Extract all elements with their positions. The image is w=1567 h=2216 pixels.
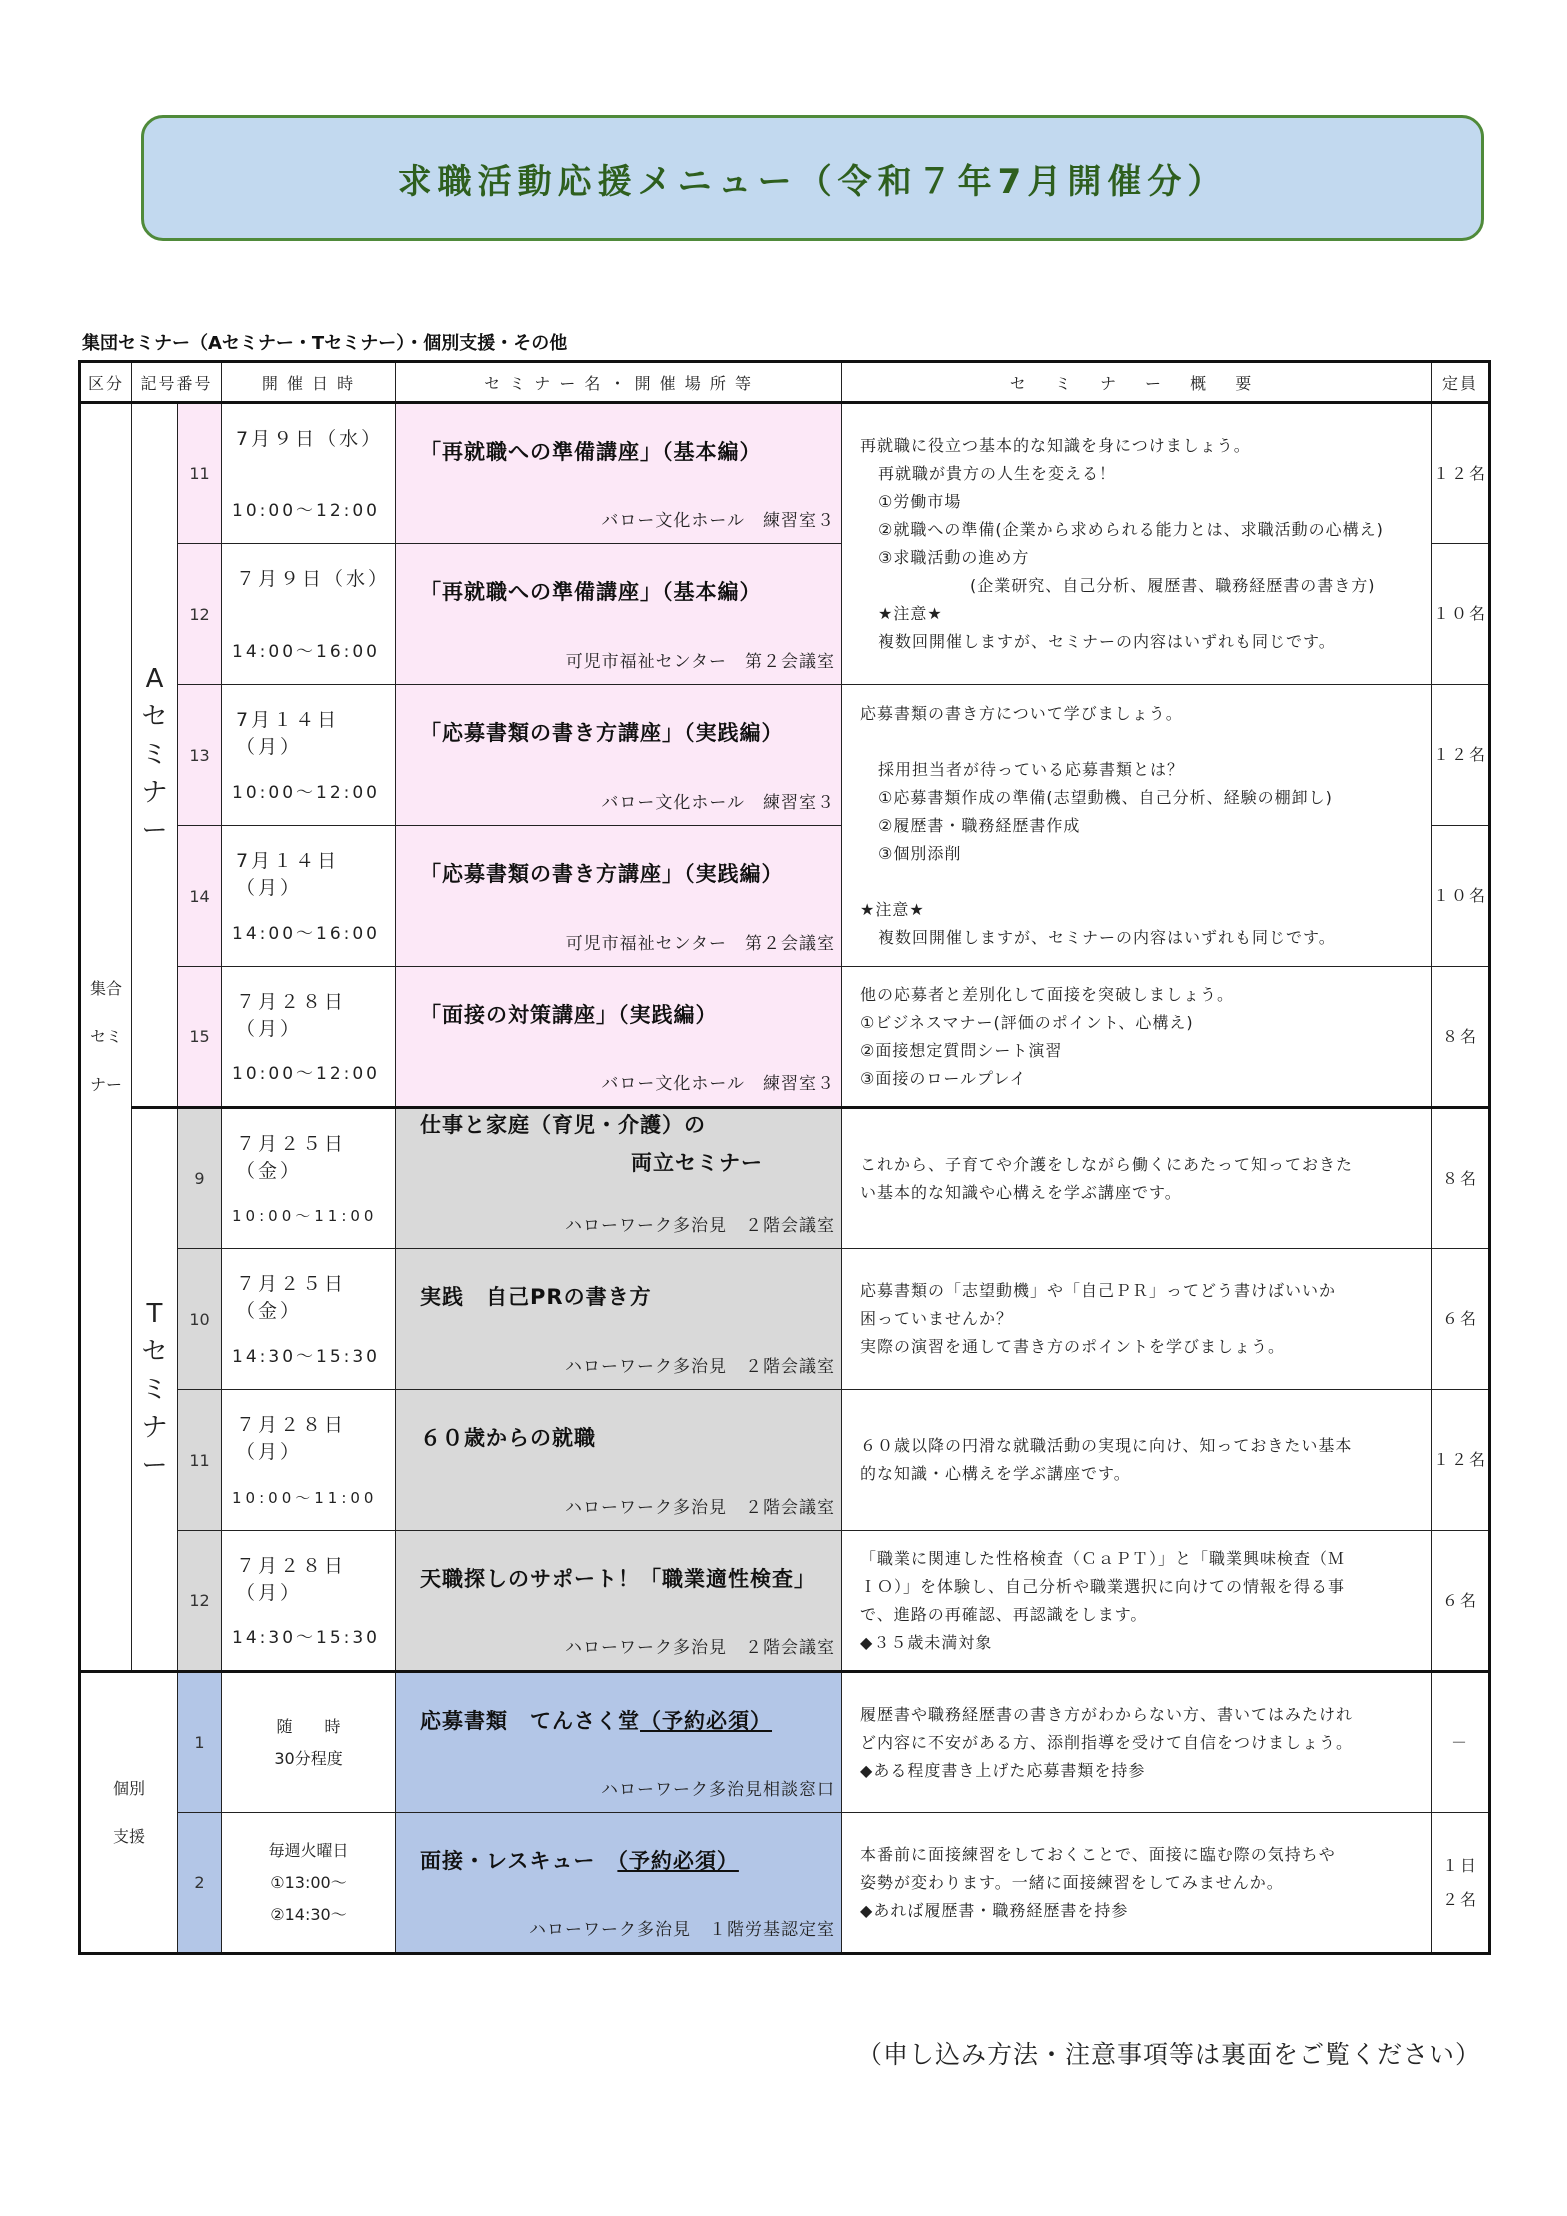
seminar-cell: 「再就職への準備講座」（基本編） 可児市福祉センター 第２会議室 [396,544,842,685]
header-date: 開 催 日 時 [222,362,396,403]
table-row [80,1108,1490,1249]
group-a-seminar: Aセミナー [132,403,178,1108]
group-t-seminar: Tセミナー [132,1108,178,1672]
seminar-cell: 応募書類 てんさく堂（予約必須） ハローワーク多治見相談窓口 [396,1672,842,1813]
section-subtitle: 集団セミナー（Aセミナー・Tセミナー）・個別支援・その他 [82,333,568,354]
date-cell: ７月２５日（金） 10:00～11:00 [222,1108,396,1249]
row-number: 2 [178,1813,222,1954]
date-cell: 毎週火曜日 ①13:00～ ②14:30～ [222,1813,396,1954]
overview-interview: 他の応募者と差別化して面接を突破しましょう。 ①ビジネスマナー(評価のポイント、心構え) ②面接想定質問シート演習 ③面接のロールプレイ [842,967,1432,1108]
capacity-cell: ８名 [1432,967,1490,1108]
header-overview: セ ミ ナ ー 概 要 [842,362,1432,403]
table-row [80,1249,1490,1390]
header-seminar: セ ミ ナ ー 名 ・ 開 催 場 所 等 [396,362,842,403]
seminar-cell: 天職探しのサポート！「職業適性検査」 ハローワーク多治見 ２階会議室 [396,1531,842,1672]
table-header-row [80,362,1490,403]
capacity-cell: １０名 [1432,826,1490,967]
date-cell: 7月１４日（月） 10:00～12:00 [222,685,396,826]
capacity-cell: ６名 [1432,1249,1490,1390]
seminar-cell: 実践 自己PRの書き方 ハローワーク多治見 ２階会議室 [396,1249,842,1390]
page-title: 求職活動応援メニュー（令和７年7月開催分） [397,161,1228,202]
date-cell: ７月２８日（月） 14:30～15:30 [222,1531,396,1672]
capacity-cell: ６名 [1432,1531,1490,1672]
title-banner [141,115,1484,241]
capacity-cell: １２名 [1432,1390,1490,1531]
table-row [80,967,1490,1108]
capacity-cell: １日 ２名 [1432,1813,1490,1954]
overview-prep: 再就職に役立つ基本的な知識を身につけましょう。 再就職が貴方の人生を変える！ ①労働市場 ②就職への準備(企業から求められる能力とは、求職活動の心構え) ③求職活動の進め方 (企業研究、自己分析、履歴書、職務経歴書の書き方) ★注意★ 複数回開催しますが、セミナーの内容はいずれも同じです。 [842,403,1432,685]
row-number: 13 [178,685,222,826]
capacity-cell: ８名 [1432,1108,1490,1249]
table-row [80,1672,1490,1813]
table-row [80,1531,1490,1672]
row-number: 9 [178,1108,222,1249]
capacity-cell: １２名 [1432,403,1490,544]
capacity-cell: １２名 [1432,685,1490,826]
row-number: 12 [178,544,222,685]
overview-cell: 履歴書や職務経歴書の書き方がわからない方、書いてはみたけれ ど内容に不安がある方、添削指導を受けて自信をつけましょう。 ◆ある程度書き上げた応募書類を持参 [842,1672,1432,1813]
capacity-cell: － [1432,1672,1490,1813]
overview-docs: 応募書類の書き方について学びましょう。 採用担当者が待っている応募書類とは？ ①応募書類作成の準備(志望動機、自己分析、経験の棚卸し) ②履歴書・職務経歴書作成 ③個別添削 ★注意★ 複数回開催しますが、セミナーの内容はいずれも同じです。 [842,685,1432,967]
date-cell: ７月２５日（金） 14:30～15:30 [222,1249,396,1390]
seminar-cell: 「応募書類の書き方講座」（実践編） 可児市福祉センター 第２会議室 [396,826,842,967]
row-number: 10 [178,1249,222,1390]
date-cell: 随 時 30分程度 [222,1672,396,1813]
table-row [80,685,1490,826]
table-row [80,1390,1490,1531]
header-code: 記号番号 [132,362,222,403]
seminar-cell: 「面接の対策講座」（実践編） バロー文化ホール 練習室３ [396,967,842,1108]
date-cell: ７月２８日（月） 10:00～12:00 [222,967,396,1108]
seminar-cell: 「応募書類の書き方講座」（実践編） バロー文化ホール 練習室３ [396,685,842,826]
row-number: 12 [178,1531,222,1672]
seminar-cell: 仕事と家庭（育児・介護）の 両立セミナー ハローワーク多治見 ２階会議室 [396,1108,842,1249]
date-cell: 7月９日（水） 10:00～12:00 [222,403,396,544]
date-cell: 7月１４日（月） 14:00～16:00 [222,826,396,967]
date-cell: ７月９日（水） 14:00～16:00 [222,544,396,685]
group-individual: 個別支援 [80,1672,178,1954]
overview-cell: ６０歳以降の円滑な就職活動の実現に向け、知っておきたい基本 的な知識・心構えを学ぶ講座です。 [842,1390,1432,1531]
overview-cell: 本番前に面接練習をしておくことで、面接に臨む際の気持ちや 姿勢が変わります。一緒に面接練習をしてみませんか。 ◆あれば履歴書・職務経歴書を持参 [842,1813,1432,1954]
footer-note: （申し込み方法・注意事項等は裏面をご覧ください） [856,2040,1481,2069]
seminar-cell: 面接・レスキュー （予約必須） ハローワーク多治見 １階労基認定室 [396,1813,842,1954]
seminar-cell: ６０歳からの就職 ハローワーク多治見 ２階会議室 [396,1390,842,1531]
header-capacity: 定員 [1432,362,1490,403]
overview-cell: 「職業に関連した性格検査（ＣａＰＴ）」と「職業興味検査（Ｍ ＩＯ）」を体験し、自己分析や職業選択に向けての情報を得る事 で、進路の再確認、再認識をします。 ◆３５歳未満対象 [842,1531,1432,1672]
table-row [80,403,1490,544]
row-number: 11 [178,1390,222,1531]
seminar-cell: 「再就職への準備講座」（基本編） バロー文化ホール 練習室３ [396,403,842,544]
header-division: 区分 [80,362,132,403]
capacity-cell: １０名 [1432,544,1490,685]
row-number: 15 [178,967,222,1108]
overview-cell: 応募書類の「志望動機」や「自己ＰＲ」ってどう書けばいいか 困っていませんか？ 実際の演習を通して書き方のポイントを学びましょう。 [842,1249,1432,1390]
overview-cell: これから、子育てや介護をしながら働くにあたって知っておきた い基本的な知識や心構えを学ぶ講座です。 [842,1108,1432,1249]
seminar-table [78,360,1491,1955]
table-row [80,1813,1490,1954]
group-collective: 集合セミナー [80,403,132,1672]
row-number: 1 [178,1672,222,1813]
date-cell: ７月２８日（月） 10:00～11:00 [222,1390,396,1531]
row-number: 11 [178,403,222,544]
row-number: 14 [178,826,222,967]
